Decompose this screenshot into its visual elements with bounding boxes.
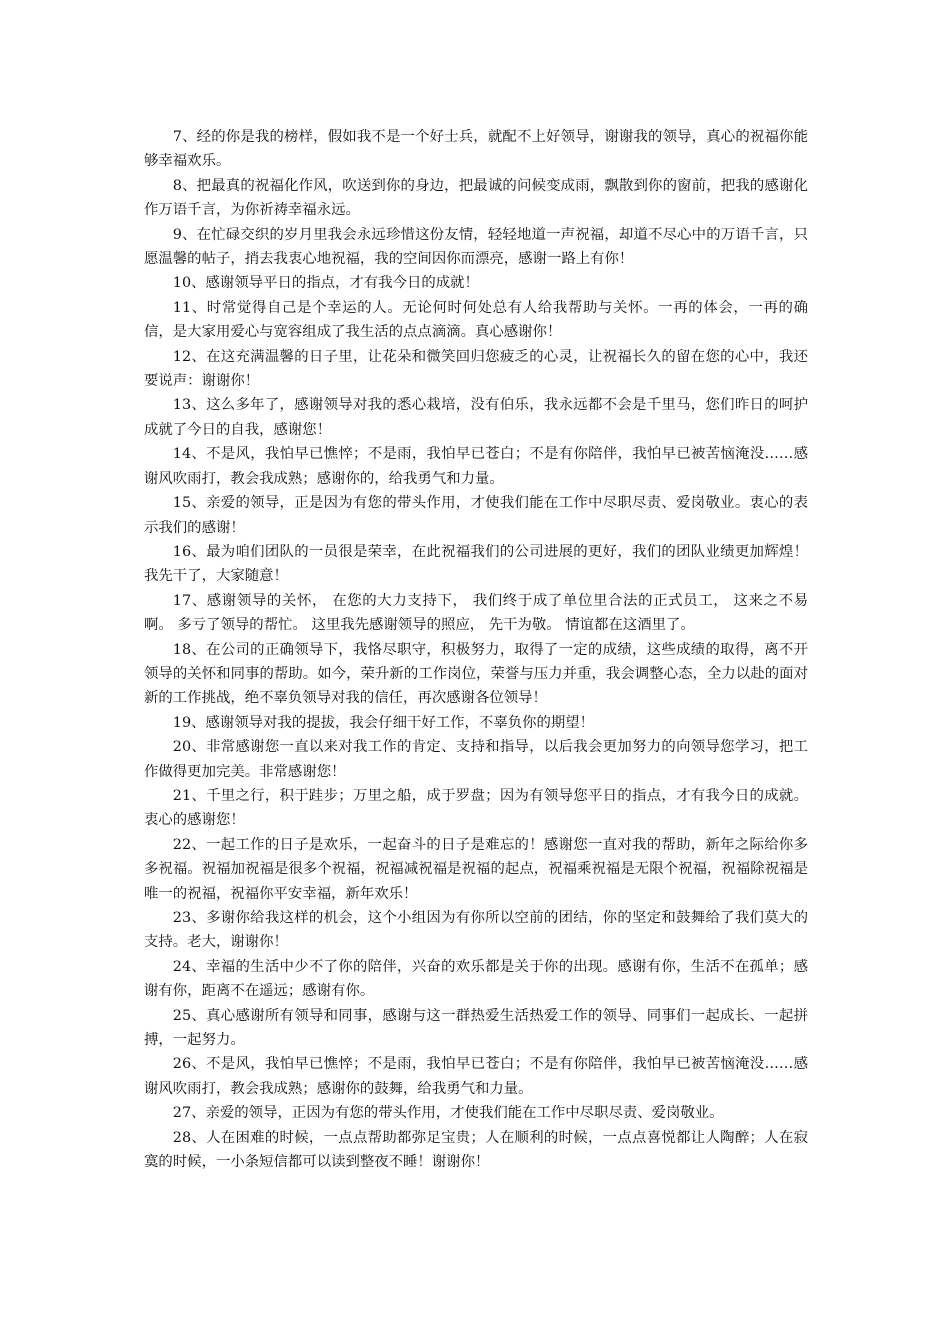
paragraph-11: 11、时常觉得自己是个幸运的人。无论何时何处总有人给我帮助与关怀。一再的体会，一再的确信，是大家用爱心与宽容组成了我生活的点点滴滴。真心感谢你！ <box>144 299 808 341</box>
paragraph-25: 25、真心感谢所有领导和同事，感谢与这一群热爱生活热爱工作的领导、同事们一起成长、一起拼搏，一起努力。 <box>144 1007 808 1049</box>
paragraph-20: 20、非常感谢您一直以来对我工作的肯定、支持和指导，以后我会更加努力的向领导您学习，把工作做得更加完美。非常感谢您！ <box>144 739 808 780</box>
paragraph-23: 23、多谢你给我这样的机会，这个小组因为有你所以空前的团结，你的坚定和鼓舞给了我们莫大的支持。老大，谢谢你！ <box>144 910 808 951</box>
paragraph-16: 16、最为咱们团队的一员很是荣幸，在此祝福我们的公司进展的更好，我们的团队业绩更加辉煌！我先干了，大家随意！ <box>144 543 808 585</box>
paragraph-9: 9、在忙碌交织的岁月里我会永远珍惜这份友情，轻轻地道一声祝福，却道不尽心中的万语千言，只愿温馨的帖子，捎去我衷心地祝福，我的空间因你而漂亮，感谢一路上有你！ <box>144 226 808 268</box>
paragraph-15: 15、亲爱的领导，正是因为有您的带头作用，才使我们能在工作中尽职尽责、爱岗敬业。衷心的表示我们的感谢！ <box>144 495 808 536</box>
paragraph-26: 26、不是风，我怕早已憔悴；不是雨，我怕早已苍白；不是有你陪伴，我怕早已被苦恼淹没……感谢风吹雨打，教会我成熟；感谢你的鼓舞，给我勇气和力量。 <box>144 1056 808 1097</box>
paragraph-28: 28、人在困难的时候，一点点帮助都弥足宝贵；人在顺利的时候，一点点喜悦都让人陶醉；人在寂寞的时候，一小条短信都可以读到整夜不睡！谢谢你！ <box>144 1129 808 1171</box>
paragraph-14: 14、不是风，我怕早已憔悴；不是雨，我怕早已苍白；不是有你陪伴，我怕早已被苦恼淹没……感谢风吹雨打，教会我成熟；感谢你的，给我勇气和力量。 <box>144 446 808 487</box>
paragraph-22: 22、一起工作的日子是欢乐，一起奋斗的日子是难忘的！感谢您一直对我的帮助，新年之际给你多多祝福。祝福加祝福是很多个祝福，祝福减祝福是祝福的起点，祝福乘祝福是无限个祝福，祝福除祝福是唯一的祝福，祝福你平安幸福，新年欢乐！ <box>144 836 808 902</box>
document-body <box>144 125 808 1174</box>
paragraph-27: 27、亲爱的领导，正因为有您的带头作用，才使我们能在工作中尽职尽责、爱岗敬业。 <box>172 1105 724 1122</box>
paragraph-10: 10、感谢领导平日的指点，才有我今日的成就！ <box>172 275 479 292</box>
paragraph-17: 17、感谢领导的关怀， 在您的大力支持下， 我们终于成了单位里合法的正式员工， 这来之不易啊。 多亏了领导的帮忙。 这里我先感谢领导的照应， 先干为敬。 情谊都在这酒里了。 <box>144 592 808 634</box>
paragraph-7: 7、经的你是我的榜样，假如我不是一个好士兵，就配不上好领导，谢谢我的领导，真心的祝福你能够幸福欢乐。 <box>144 129 808 170</box>
paragraph-8: 8、把最真的祝福化作风，吹送到你的身边，把最诚的问候变成雨，飘散到你的窗前，把我的感谢化作万语千言，为你祈祷幸福永远。 <box>144 177 808 219</box>
paragraph-19: 19、感谢领导对我的提拔，我会仔细干好工作，不辜负你的期望！ <box>172 714 595 731</box>
paragraph-18: 18、在公司的正确领导下，我恪尽职守，积极努力，取得了一定的成绩，这些成绩的取得，离不开领导的关怀和同事的帮助。如今，荣升新的工作岗位，荣誉与压力并重，我会调整心态，全力以赴的面对新的工作挑战，绝不辜负领导对我的信任，再次感谢各位领导！ <box>144 641 808 707</box>
paragraph-24: 24、幸福的生活中少不了你的陪伴，兴奋的欢乐都是关于你的出现。感谢有你，生活不在孤单；感谢有你，距离不在遥远；感谢有你。 <box>144 958 808 1000</box>
paragraph-21: 21、千里之行，积于跬步；万里之船，成于罗盘；因为有领导您平日的指点，才有我今日的成就。衷心的感谢您！ <box>144 787 808 829</box>
paragraph-12: 12、在这充满温馨的日子里，让花朵和微笑回归您疲乏的心灵，让祝福长久的留在您的心中，我还要说声：谢谢你！ <box>144 348 808 390</box>
paragraph-13: 13、这么多年了，感谢领导对我的悉心栽培，没有伯乐，我永远都不会是千里马，您们昨日的呵护成就了今日的自我，感谢您！ <box>144 397 808 438</box>
